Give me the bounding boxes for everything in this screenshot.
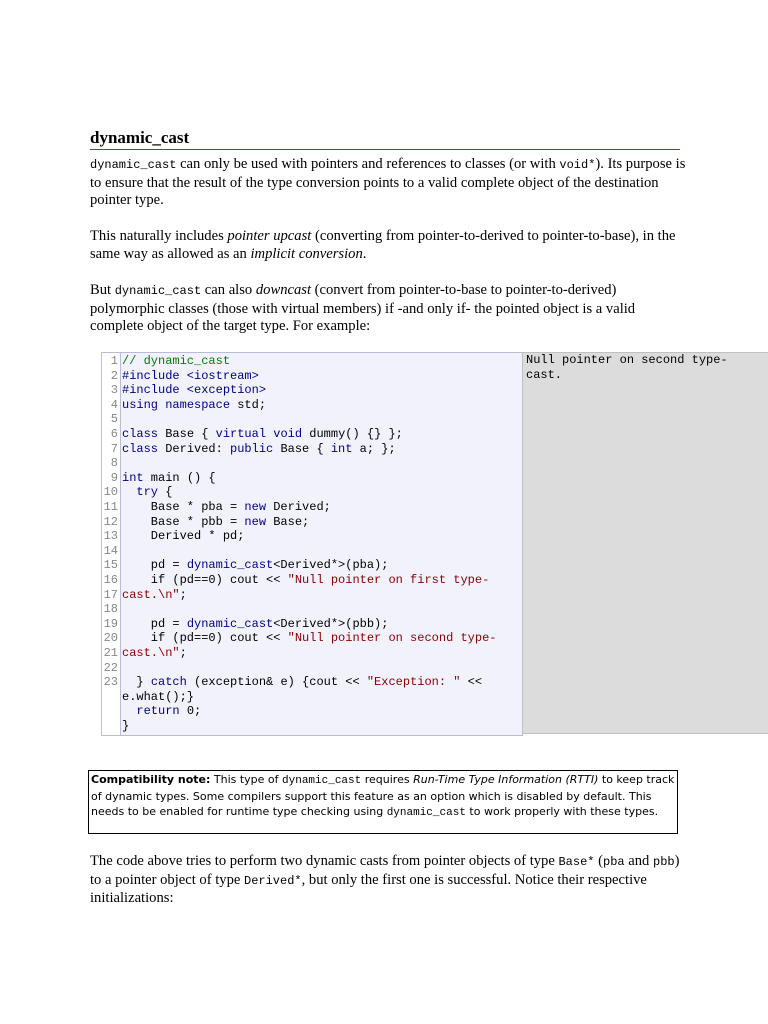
code-text: pd = dynamic_cast<Derived*>(pba); [122, 558, 389, 573]
paragraph-explanation [90, 853, 690, 908]
emphasis: pointer upcast [227, 228, 312, 244]
text: and [624, 853, 653, 869]
text: can only be used with pointers and references to classes (or with [176, 156, 560, 172]
code-text: } catch (exception& e) {cout << "Exception: " << [122, 675, 483, 690]
inline-code: Base* [558, 855, 595, 869]
section-heading: dynamic_cast [90, 128, 680, 150]
code-text: try { [136, 485, 173, 500]
inline-code: void* [559, 158, 596, 172]
line-number: 1 [110, 354, 118, 368]
text: ) to a pointer object of type [90, 853, 680, 888]
code-text: #include <exception> [122, 383, 267, 398]
text: But [90, 282, 115, 298]
line-number: 13 [103, 529, 118, 544]
text: The code above tries to perform two dynamic casts from pointer objects of type [90, 853, 559, 869]
line-number: 14 [103, 543, 118, 558]
line-number: 10 [103, 485, 118, 500]
code-text: #include <iostream> [122, 368, 259, 383]
line-number: 15 [103, 558, 118, 573]
code-text: Derived * pd; [122, 529, 245, 544]
line-number: 11 [103, 500, 118, 514]
line-number: 4 [110, 397, 118, 412]
line-number: 20 [103, 631, 118, 646]
inline-code: pba [603, 855, 625, 869]
compatibility-note [88, 770, 678, 834]
code-text: e.what();} [122, 689, 195, 704]
line-number: 16 [103, 573, 118, 587]
text: (convert from pointer-to-base to pointer-to-derived) polymorphic classes (those with virtual members) if -and only if- the pointed object is a valid complete object of the target type. For example: [90, 282, 636, 334]
code-text: using namespace std; [122, 397, 267, 412]
code-text: return 0; [136, 704, 202, 719]
code-text: pd = dynamic_cast<Derived*>(pbb); [122, 616, 389, 631]
text: ). Its purpose is to ensure that the result of the type conversion points to a valid complete object of the destination pointer type. [90, 156, 686, 208]
emphasis: implicit conversion [250, 245, 363, 262]
line-number: 19 [103, 616, 118, 631]
line-number: 21 [103, 646, 118, 660]
line-number: 2 [110, 368, 118, 383]
code-text: // dynamic_cast [122, 354, 231, 368]
line-number: 18 [103, 602, 118, 617]
paragraph-upcast [90, 228, 690, 263]
text: can also [201, 282, 256, 298]
text: This naturally includes [90, 228, 228, 244]
text: requires [361, 773, 414, 786]
line-number: 3 [110, 383, 118, 398]
text: . [362, 245, 367, 262]
emphasis: downcast [255, 282, 312, 298]
text: ( [594, 853, 604, 869]
line-number: 7 [110, 441, 118, 456]
code-text: Base * pbb = new Base; [122, 514, 310, 529]
line-number: 22 [103, 660, 118, 675]
paragraph-intro [90, 156, 690, 210]
code-text: if (pd==0) cout << "Null pointer on second type- [122, 631, 497, 646]
code-text: } [122, 719, 130, 733]
line-number: 5 [110, 412, 118, 427]
line-number: 8 [110, 456, 118, 471]
code-text: class Base { virtual void dummy() {} }; [122, 427, 403, 441]
inline-code: Derived* [244, 873, 302, 888]
text: , but only the first one is successful. Notice their respective initializations: [90, 871, 647, 906]
program-output [522, 352, 768, 734]
line-number: 17 [103, 587, 118, 602]
code-text: if (pd==0) cout << "Null pointer on first type- [122, 573, 490, 587]
inline-code: dynamic_cast [90, 158, 177, 172]
inline-code: dynamic_cast [114, 284, 202, 298]
code-text: cast.\n"; [122, 646, 187, 660]
line-number: 6 [110, 427, 118, 441]
text: to keep track of dynamic types. Some compilers support this feature as an option which is disabled by default. This needs to be enabled for runtime type checking using [91, 773, 675, 818]
paragraph-downcast [90, 282, 690, 336]
code-text: Base * pba = new Derived; [122, 500, 331, 514]
inline-code: pbb [653, 855, 675, 869]
code-text: int main () { [122, 470, 216, 485]
output-text: Null pointer on second type- cast. [526, 353, 728, 382]
note-label: Compatibility note: [91, 773, 211, 786]
inline-code: dynamic_cast [386, 807, 466, 819]
text: (converting from pointer-to-derived to pointer-to-base), in the same way as allowed as an [90, 228, 676, 262]
line-number: 12 [103, 514, 118, 529]
text: This type of [210, 773, 283, 786]
emphasis: Run-Time Type Information (RTTI) [413, 773, 599, 786]
code-text: class Derived: public Base { int a; }; [122, 441, 396, 456]
code-text: cast.\n"; [122, 587, 187, 602]
inline-code: dynamic_cast [282, 775, 362, 787]
text: to work properly with these types. [465, 805, 659, 818]
code-example [101, 352, 523, 736]
line-number: 9 [110, 470, 118, 485]
line-number: 23 [103, 675, 118, 690]
